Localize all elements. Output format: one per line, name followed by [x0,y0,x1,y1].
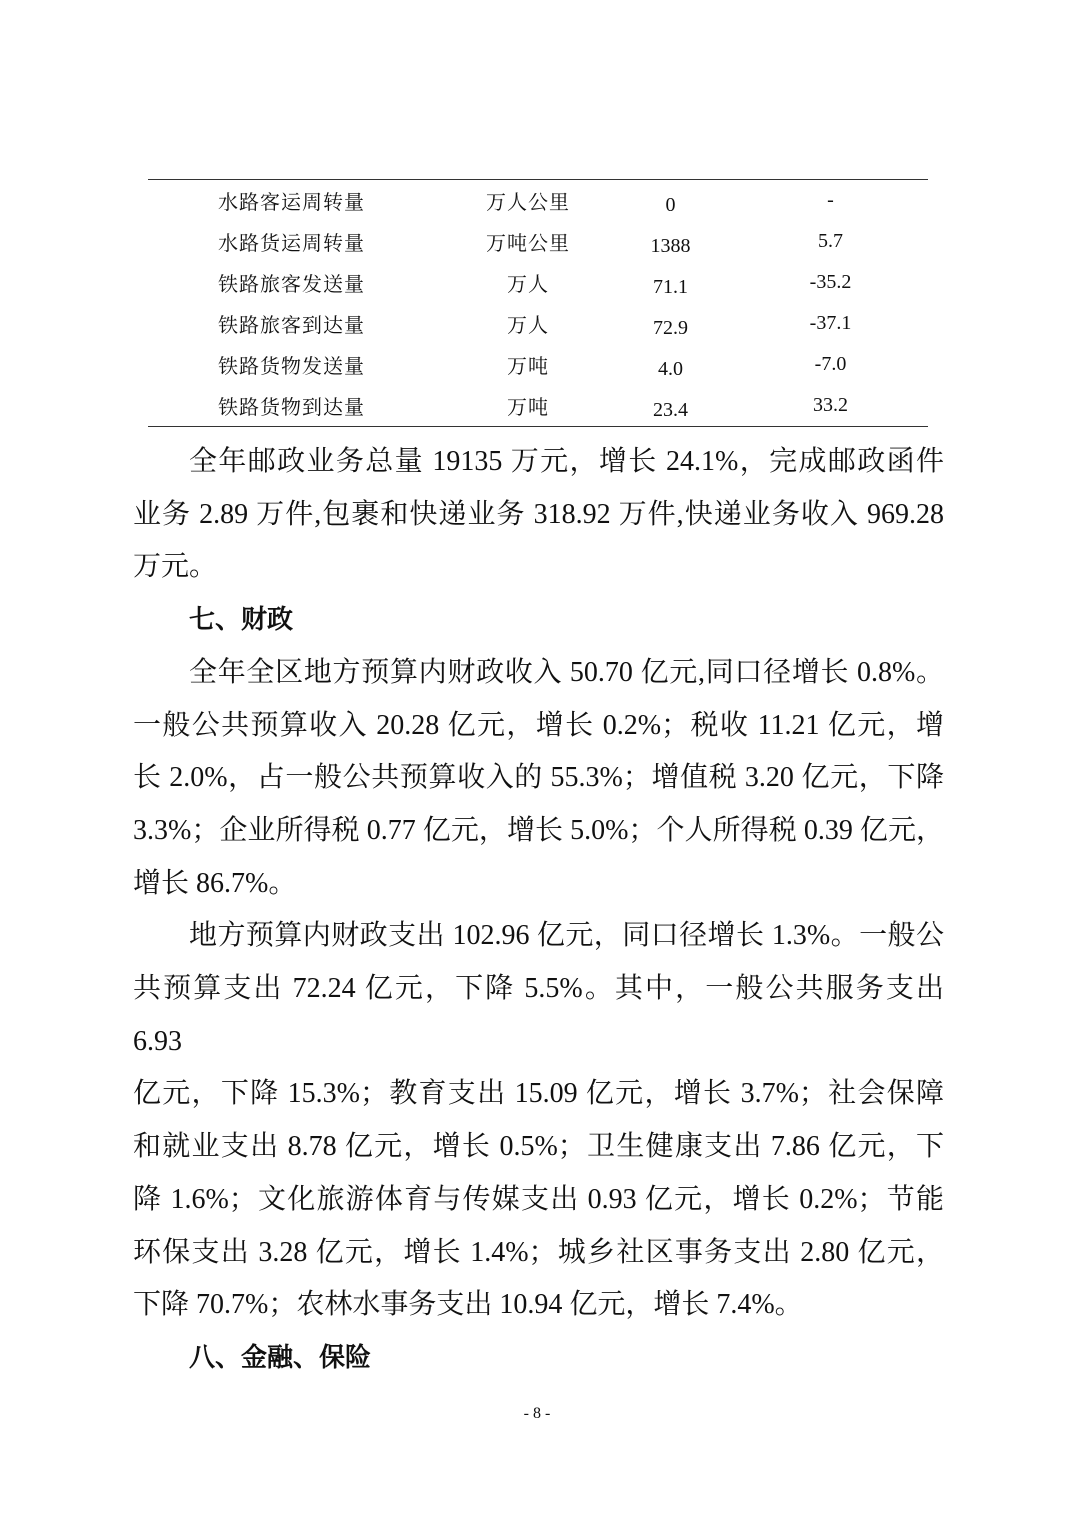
paragraph-line: 和就业支出 8.78 亿元，增长 0.5%；卫生健康支出 7.86 亿元，下 [133,1131,944,1163]
section-heading: 八、金融、保险 [189,1342,372,1373]
transport-table [148,179,928,427]
value: 23.4 [653,399,688,421]
indicator-name: 水路客运周转量 [218,192,365,214]
paragraph-line: 环保支出 3.28 亿元，增长 1.4%；城乡社区事务支出 2.80 亿元， [133,1236,944,1268]
indicator-name: 铁路旅客到达量 [218,315,365,337]
indicator-name: 铁路货物到达量 [218,397,365,419]
value: 4.0 [658,358,683,380]
unit: 万人 [507,274,549,296]
paragraph-line: 地方预算内财政支出 102.96 亿元，同口径增长 1.3%。一般公 [189,920,944,952]
paragraph [133,436,944,594]
indicator-name: 铁路货物发送量 [218,356,365,378]
paragraph-line: 全年全区地方预算内财政收入 50.70 亿元,同口径增长 0.8%。 [189,656,944,688]
paragraph [133,647,944,911]
unit: 万吨 [507,397,549,419]
table-row [148,344,928,385]
paragraph-line: 增长 86.7%。 [133,867,297,899]
growth-rate: -7.0 [814,353,847,375]
table-row [148,262,928,303]
table-row [148,180,928,221]
indicator-name: 水路货运周转量 [218,233,365,255]
growth-rate: - [827,189,834,211]
paragraph-line: 下降 70.7%；农林水事务支出 10.94 亿元，增长 7.4%。 [133,1289,803,1321]
paragraph-line: 长 2.0%，占一般公共预算收入的 55.3%；增值税 3.20 亿元，下降 [133,762,944,794]
paragraph-line: 万元。 [133,551,218,583]
growth-rate: 5.7 [818,230,843,252]
value: 72.9 [653,317,688,339]
paragraph-line: 降 1.6%；文化旅游体育与传媒支出 0.93 亿元，增长 0.2%；节能 [133,1183,944,1215]
unit: 万人公里 [486,192,570,214]
indicator-name: 铁路旅客发送量 [218,274,365,296]
unit: 万吨公里 [486,233,570,255]
page-number: - 8 - [523,1405,551,1422]
table-row [148,385,928,426]
paragraph-line: 3.3%；企业所得税 0.77 亿元，增长 5.0%；个人所得税 0.39 亿元， [133,814,944,846]
growth-rate: -35.2 [809,271,852,293]
table-row [148,303,928,344]
table-row [148,221,928,262]
paragraph-line: 一般公共预算收入 20.28 亿元，增长 0.2%；税收 11.21 亿元，增 [133,709,944,741]
unit: 万吨 [507,356,549,378]
value: 71.1 [653,276,688,298]
paragraph [133,910,944,1332]
value: 0 [665,194,676,216]
body-text [133,436,944,1385]
unit: 万人 [507,315,549,337]
paragraph-line: 共预算支出 72.24 亿元，下降 5.5%。其中，一般公共服务支出 6.93 [133,973,944,1057]
value: 1388 [650,235,691,257]
growth-rate: -37.1 [809,312,852,334]
growth-rate: 33.2 [813,394,848,416]
section-heading: 七、财政 [189,605,294,636]
paragraph-line: 亿元，下降 15.3%；教育支出 15.09 亿元，增长 3.7%；社会保障 [133,1078,944,1110]
paragraph-line: 业务 2.89 万件,包裹和快递业务 318.92 万件,快递业务收入 969.28 [133,498,944,530]
paragraph-line: 全年邮政业务总量 19135 万元，增长 24.1%，完成邮政函件 [189,446,944,477]
